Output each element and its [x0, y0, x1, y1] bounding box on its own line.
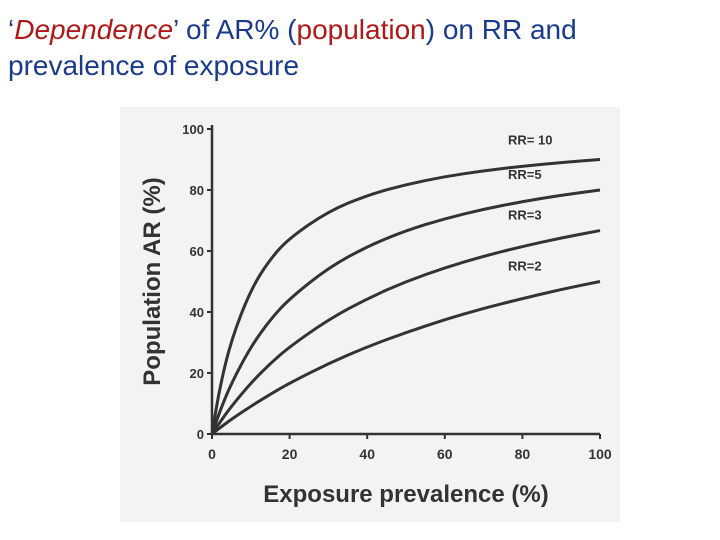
- x-tick-label: 20: [281, 446, 298, 462]
- title-population: population: [296, 14, 426, 45]
- slide-title: [8, 12, 708, 84]
- title-dependence: Dependence: [14, 14, 174, 45]
- x-axis-title: Exposure prevalence (%): [263, 481, 549, 508]
- y-axis-title: Population AR (%): [139, 177, 166, 386]
- x-tick-label: 40: [359, 446, 375, 462]
- title-rest: ) on RR and prevalence of exposure: [8, 14, 577, 81]
- x-tick-label: 100: [588, 446, 612, 462]
- series-line-4: [212, 282, 600, 435]
- title-of-ar: of AR% (: [178, 14, 297, 45]
- y-tick-label: 0: [196, 427, 204, 442]
- series-label-3: RR=3: [508, 207, 542, 223]
- y-tick-label: 40: [189, 305, 204, 320]
- x-tick-label: 80: [514, 446, 531, 462]
- ar-line-chart: [120, 107, 620, 522]
- y-tick-label: 60: [189, 244, 204, 259]
- series-label-4: RR=2: [508, 258, 542, 274]
- chart-image: [120, 107, 620, 522]
- series-label-2: RR=5: [508, 167, 542, 182]
- series-line-2: [212, 190, 600, 434]
- y-tick-label: 80: [189, 183, 204, 198]
- y-tick-label: 20: [189, 366, 204, 381]
- series-label-1: RR= 10: [508, 132, 553, 148]
- y-tick-label: 100: [182, 122, 204, 137]
- x-tick-label: 60: [437, 446, 453, 462]
- title-open-quote: ‘: [8, 14, 15, 45]
- title-close-quote: ’: [173, 14, 179, 45]
- x-tick-label: 0: [208, 446, 216, 462]
